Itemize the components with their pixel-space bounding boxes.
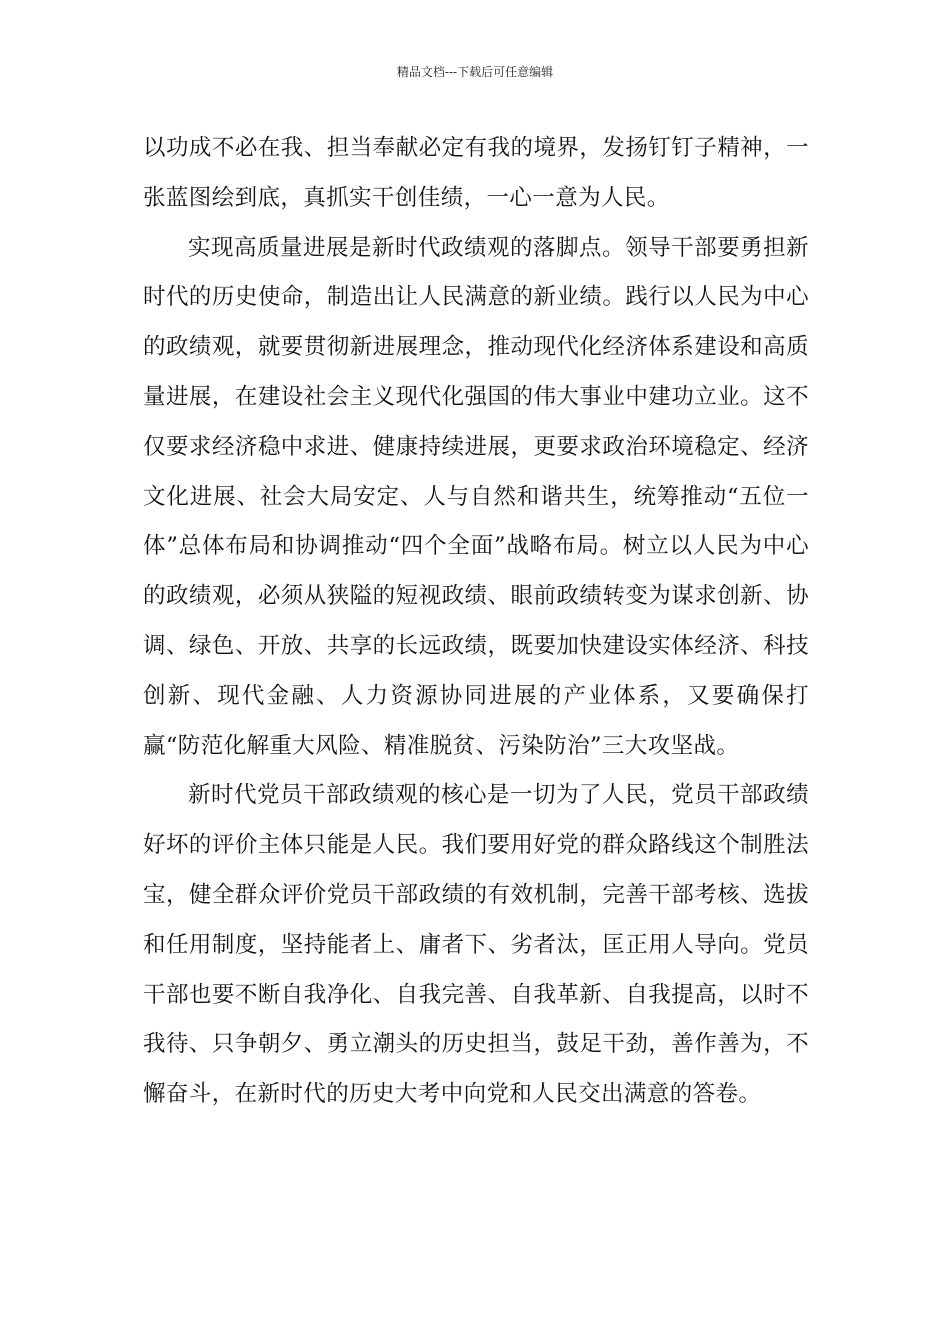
document-body [143,124,809,1120]
paragraph-high-quality-development: 实现高质量进展是新时代政绩观的落脚点。领导干部要勇担新时代的历史使命，制造出让人民满意的新业绩。践行以人民为中心的政绩观，就要贯彻新进展理念，推动现代化经济体系建设和高质量进展，在建设社会主义现代化强国的伟大事业中建功立业。这不仅要求经济稳中求进、健康持续进展，更要求政治环境稳定、经济文化进展、社会大局安定、人与自然和谐共生，统筹推动“五位一体”总体布局和协调推动“四个全面”战略布局。树立以人民为中心的政绩观，必须从狭隘的短视政绩、眼前政绩转变为谋求创新、协调、绿色、开放、共享的长远政绩，既要加快建设实体经济、科技创新、现代金融、人力资源协同进展的产业体系，又要确保打赢“防范化解重大风险、精准脱贫、污染防治”三大攻坚战。 [143,234,809,759]
paragraph-continued: 以功成不必在我、担当奉献必定有我的境界，发扬钉钉子精神，一张蓝图绘到底，真抓实干创佳绩，一心一意为人民。 [143,135,809,211]
page-header: 精品文档---下载后可任意编辑 [396,65,554,79]
paragraph-people-centered-evaluation: 新时代党员干部政绩观的核心是一切为了人民，党员干部政绩好坏的评价主体只能是人民。我们要用好党的群众路线这个制胜法宝，健全群众评价党员干部政绩的有效机制，完善干部考核、选拔和任用制度，坚持能者上、庸者下、劣者汰，匡正用人导向。党员干部也要不断自我净化、自我完善、自我革新、自我提高，以时不我待、只争朝夕、勇立潮头的历史担当，鼓足干劲，善作善为，不懈奋斗，在新时代的历史大考中向党和人民交出满意的答卷。 [143,782,809,1108]
